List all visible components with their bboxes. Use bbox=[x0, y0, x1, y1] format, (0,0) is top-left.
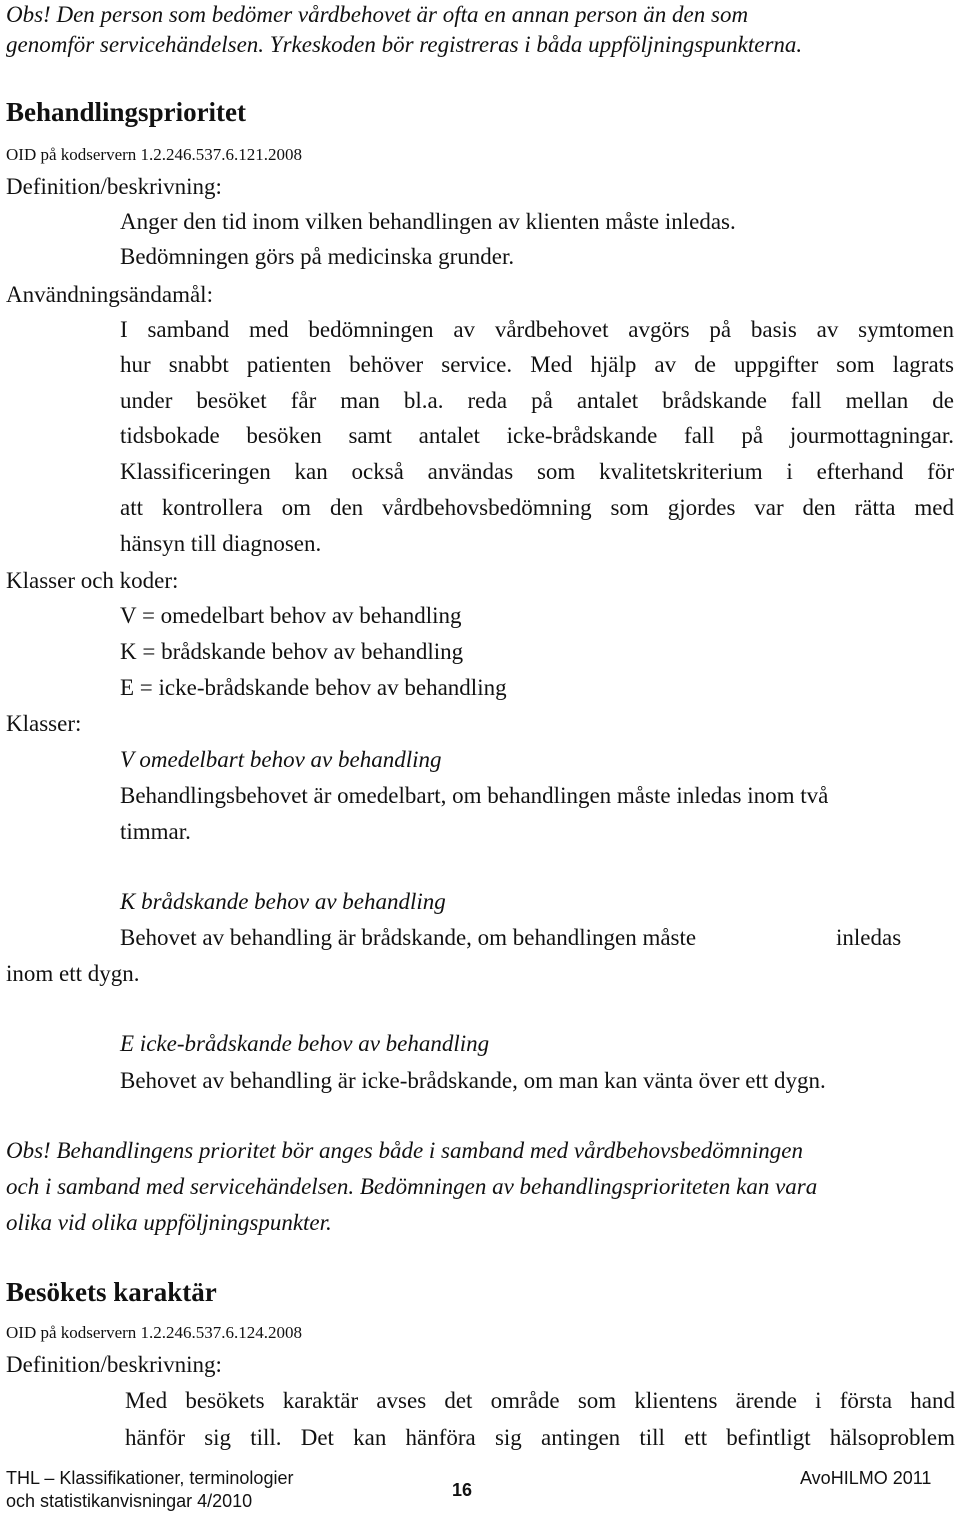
code-line: K = brådskande behov av behandling bbox=[120, 639, 464, 664]
classes-label: Klasser: bbox=[6, 711, 82, 736]
usage-label: Användningsändamål: bbox=[6, 282, 213, 307]
class-e-line: Behovet av behandling är icke-brådskande, om man kan vänta över ett dygn. bbox=[120, 1068, 826, 1093]
oid-line: OID på kodservern 1.2.246.537.6.121.2008 bbox=[6, 145, 303, 164]
class-k-line: inom ett dygn. bbox=[6, 961, 140, 986]
note-line: och i samband med servicehändelsen. Bedömningen av behandlingsprioriteten kan vara bbox=[6, 1174, 818, 1199]
oid-line: OID på kodservern 1.2.246.537.6.124.2008 bbox=[6, 1323, 303, 1342]
footer-publisher: THL – Klassifikationer, terminologier bbox=[6, 1468, 294, 1488]
code-line: V = omedelbart behov av behandling bbox=[120, 603, 462, 628]
definition-line: Bedömningen görs på medicinska grunder. bbox=[120, 244, 515, 269]
note-line: olika vid olika uppföljningspunkter. bbox=[6, 1210, 332, 1235]
class-k-line-end: inledas bbox=[836, 925, 902, 950]
codes-label: Klasser och koder: bbox=[6, 568, 179, 593]
intro-note-line: genomför servicehändelsen. Yrkeskoden bör registreras i båda uppföljningspunkterna. bbox=[6, 32, 803, 57]
footer-title: AvoHILMO 2011 bbox=[800, 1468, 932, 1488]
usage-line: under besöket får man bl.a. reda på antalet brådskande fall mellan de bbox=[120, 388, 954, 413]
usage-line: hur snabbt patienten behöver service. Med hjälp av de uppgifter som lagrats bbox=[120, 352, 954, 377]
class-v-line: Behandlingsbehovet är omedelbart, om behandlingen måste inledas inom två bbox=[120, 783, 829, 808]
section-heading: Behandlingsprioritet bbox=[6, 97, 247, 127]
class-k-title: K brådskande behov av behandling bbox=[120, 889, 446, 914]
class-v-title: V omedelbart behov av behandling bbox=[120, 747, 442, 772]
footer-publisher: och statistikanvisningar 4/2010 bbox=[6, 1491, 253, 1511]
code-line: E = icke-brådskande behov av behandling bbox=[120, 675, 507, 700]
definition-line: Med besökets karaktär avses det område som klientens ärende i första hand bbox=[125, 1388, 955, 1413]
intro-note-line: Obs! Den person som bedömer vårdbehovet är ofta en annan person än den som bbox=[6, 2, 749, 27]
class-k-line: Behovet av behandling är brådskande, om behandlingen måste bbox=[120, 925, 697, 950]
usage-line: att kontrollera om den vårdbehovsbedömning som gjordes var den rätta med bbox=[120, 495, 954, 520]
page-number: 16 bbox=[452, 1480, 473, 1500]
usage-line: I samband med bedömningen av vårdbehovet avgörs på basis av symtomen bbox=[120, 317, 954, 342]
section-heading: Besökets karaktär bbox=[6, 1277, 217, 1307]
usage-line: hänsyn till diagnosen. bbox=[120, 531, 322, 556]
usage-line: tidsbokade besöken samt antalet icke-brådskande fall på jourmottagningar. bbox=[120, 423, 954, 448]
usage-line: Klassificeringen kan också användas som kvalitetskriterium i efterhand för bbox=[120, 459, 954, 484]
class-e-title: E icke-brådskande behov av behandling bbox=[120, 1031, 490, 1056]
definition-label: Definition/beskrivning: bbox=[6, 1352, 222, 1377]
definition-line: Anger den tid inom vilken behandlingen av klienten måste inledas. bbox=[120, 209, 736, 234]
class-v-line: timmar. bbox=[120, 819, 191, 844]
note-line: Obs! Behandlingens prioritet bör anges både i samband med vårdbehovsbedömningen bbox=[6, 1138, 804, 1163]
definition-label: Definition/beskrivning: bbox=[6, 174, 222, 199]
definition-line: hänför sig till. Det kan hänföra sig antingen till ett befintligt hälsoproblem bbox=[125, 1425, 955, 1450]
